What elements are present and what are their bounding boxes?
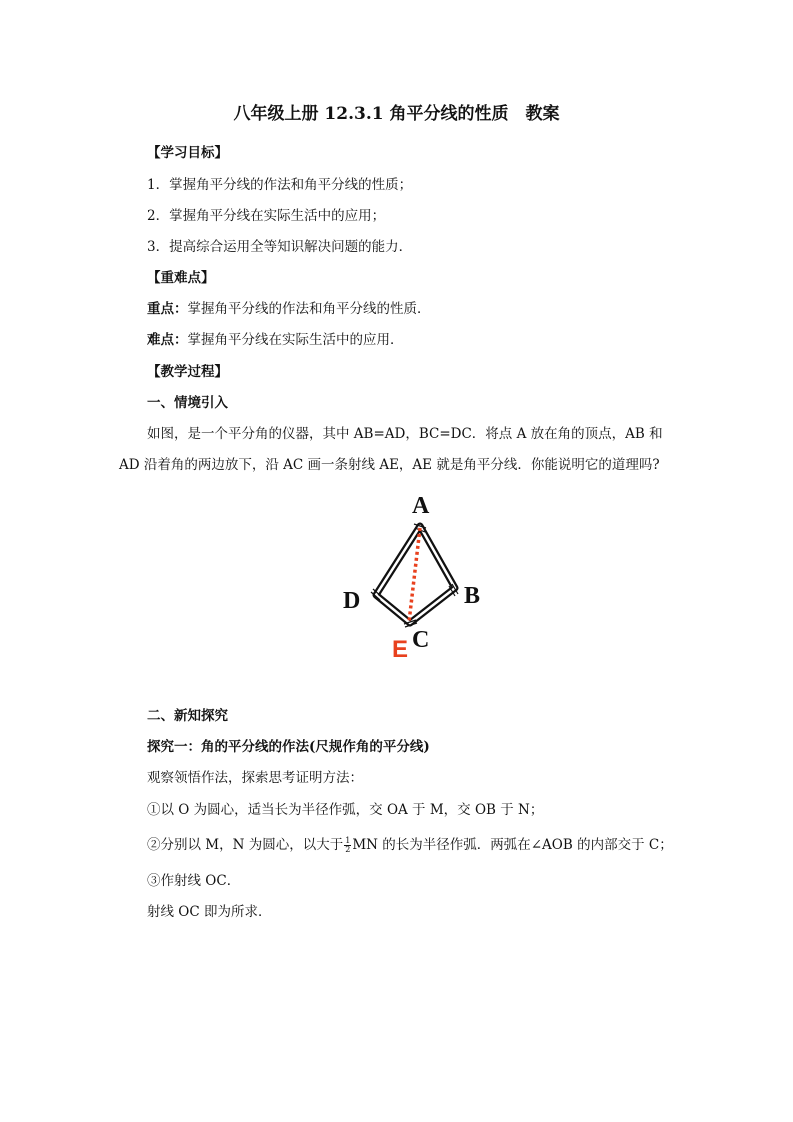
exploration-one-heading: 探究一：角的平分线的作法(尺规作角的平分线) <box>147 739 430 755</box>
construction-step-1: ①以 O 为圆心，适当长为半径作弧，交 OA 于 M，交 OB 于 N； <box>147 802 544 818</box>
key-point-label: 重点： <box>147 301 188 317</box>
intro-paragraph-line2: AD 沿着角的两边放下，沿 AC 画一条射线 AE，AE 就是角平分线．你能说明它的道理吗? <box>119 457 660 473</box>
objectives-heading: 【学习目标】 <box>147 145 228 161</box>
intro-heading: 一、情境引入 <box>147 395 228 411</box>
difficulty-line <box>147 330 404 350</box>
process-heading: 【教学过程】 <box>147 364 228 380</box>
key-point-text: 掌握角平分线的作法和角平分线的性质． <box>187 301 431 317</box>
objective-item: 3．提高综合运用全等知识解决问题的能力． <box>147 239 413 255</box>
objective-item: 2．掌握角平分线在实际生活中的应用； <box>147 208 386 224</box>
key-point-line <box>147 299 431 319</box>
label-a: A <box>412 493 430 519</box>
construction-step-2 <box>147 835 673 855</box>
step2-text-before: ②分别以 M，N 为圆心，以大于 <box>147 837 344 853</box>
fraction-numerator: 1 <box>345 836 351 845</box>
fraction-denominator: 2 <box>345 845 351 854</box>
one-half-fraction <box>344 837 351 854</box>
label-d: D <box>343 588 361 614</box>
new-knowledge-heading: 二、新知探究 <box>147 708 228 724</box>
intro-paragraph-line1: 如图，是一个平分角的仪器，其中 AB=AD，BC=DC．将点 A 放在角的顶点，AB 和 <box>147 426 663 442</box>
construction-conclusion: 射线 OC 即为所求． <box>147 904 272 920</box>
difficulty-label: 难点： <box>147 332 188 348</box>
key-points-heading: 【重难点】 <box>147 270 215 286</box>
instrument-rods <box>376 526 455 623</box>
objective-item: 1．掌握角平分线的作法和角平分线的性质； <box>147 177 413 193</box>
step2-text-after: MN 的长为半径作弧．两弧在∠AOB 的内部交于 C； <box>352 837 673 853</box>
observe-text: 观察领悟作法，探索思考证明方法： <box>147 770 363 786</box>
bisector-instrument-figure <box>330 488 510 668</box>
page-title: 八年级上册 12.3.1 角平分线的性质 教案 <box>233 104 560 124</box>
construction-step-3: ③作射线 OC． <box>147 873 241 889</box>
difficulty-text: 掌握角平分线在实际生活中的应用． <box>187 332 404 348</box>
label-e: E <box>392 636 409 663</box>
label-b: B <box>464 583 481 609</box>
label-c: C <box>412 627 430 653</box>
